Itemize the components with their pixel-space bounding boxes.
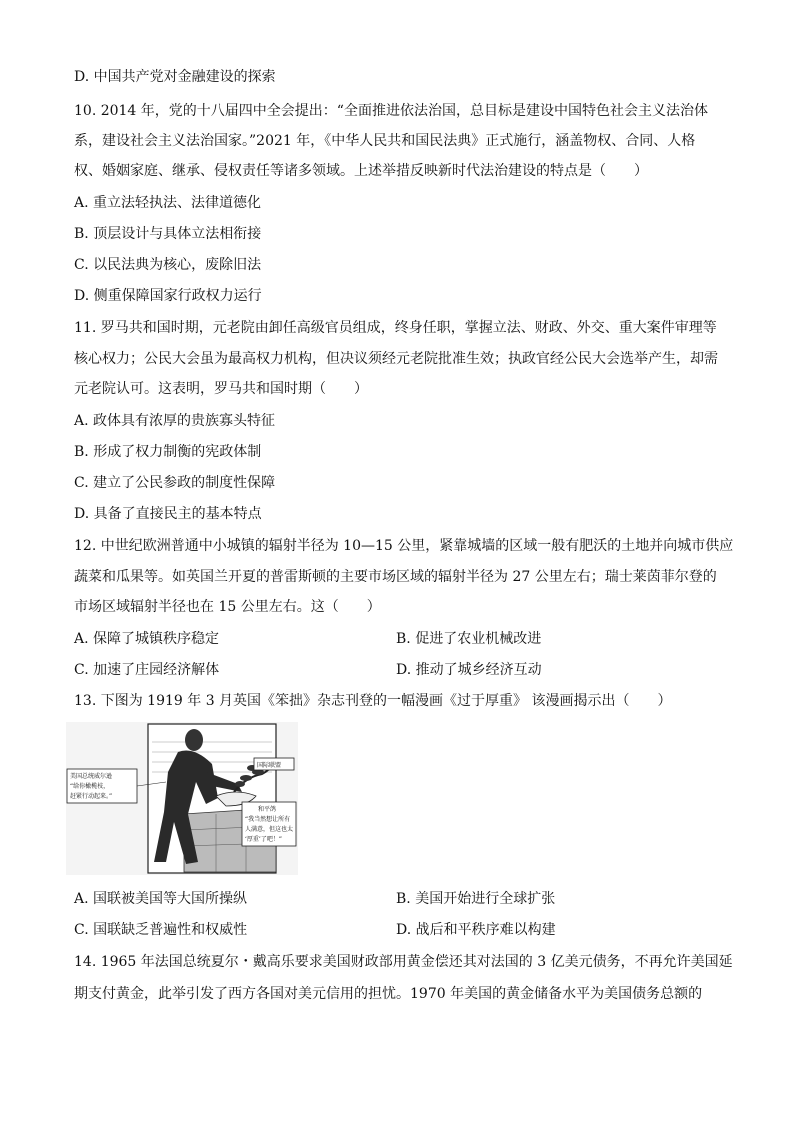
option-11b: B. 形成了权力制衡的宪政体制 bbox=[74, 444, 262, 460]
question-11-text: 11. 罗马共和国时期，元老院由卸任高级官员组成，终身任职，掌握立法、财政、外交、重大案件审理等 bbox=[74, 320, 717, 336]
cartoon-image bbox=[66, 722, 298, 875]
cartoon-caption-dove: ‘厚重’了吧！” bbox=[245, 836, 282, 843]
cartoon-caption-wilson: “给你橄榄枝， bbox=[70, 783, 110, 790]
option-10d: D. 侧重保障国家行政权力运行 bbox=[74, 288, 262, 304]
cartoon-caption-wilson: 美国总统威尔逊 bbox=[70, 773, 113, 780]
question-10-text: 权、婚姻家庭、继承、侵权责任等诸多领域。上述举措反映新时代法治建设的特点是（ ） bbox=[74, 163, 648, 179]
option-12d: D. 推动了城乡经济互动 bbox=[396, 662, 542, 678]
question-10-text: 10. 2014 年，党的十八届四中全会提出：“全面推进依法治国，总目标是建设中国特色社会主义法治体 bbox=[74, 103, 708, 119]
option-13a: A. 国联被美国等大国所操纵 bbox=[74, 891, 248, 907]
question-11-text: 元老院认可。这表明，罗马共和国时期（ ） bbox=[74, 381, 368, 397]
question-13-text: 13. 下图为 1919 年 3 月英国《笨拙》杂志刊登的一幅漫画《过于厚重》 该漫画揭示出（ ） bbox=[74, 693, 672, 709]
option-12a: A. 保障了城镇秩序稳定 bbox=[74, 631, 220, 647]
question-14-text: 14. 1965 年法国总统夏尔・戴高乐要求美国财政部用黄金偿还其对法国的 3 亿美元债务，不再允许美国延 bbox=[74, 954, 733, 970]
option-10c: C. 以民法典为核心，废除旧法 bbox=[74, 257, 262, 273]
cartoon-caption-league: 国际联盟 bbox=[257, 762, 282, 769]
option-11d: D. 具备了直接民主的基本特点 bbox=[74, 506, 262, 522]
cartoon-caption-dove: 和平鸽 bbox=[258, 806, 277, 813]
cartoon-caption-dove: 人满意，但这也太 bbox=[245, 826, 294, 833]
question-12-text: 12. 中世纪欧洲普通中小城镇的辐射半径为 10—15 公里，紧靠城墙的区域一般有肥沃的土地并向城市供应 bbox=[74, 538, 734, 554]
option-11a: A. 政体具有浓厚的贵族寡头特征 bbox=[74, 413, 276, 429]
option-10b: B. 顶层设计与具体立法相衔接 bbox=[74, 226, 262, 242]
option-9d: D. 中国共产党对金融建设的探索 bbox=[74, 69, 276, 85]
cartoon-caption-dove: “我当然想让所有 bbox=[245, 816, 291, 823]
question-14-text: 期支付黄金，此举引发了西方各国对美元信用的担忧。1970 年美国的黄金储备水平为美国债务总额的 bbox=[74, 986, 703, 1002]
option-13b: B. 美国开始进行全球扩张 bbox=[396, 891, 556, 907]
option-13d: D. 战后和平秩序难以构建 bbox=[396, 922, 556, 938]
option-10a: A. 重立法轻执法、法律道德化 bbox=[74, 195, 262, 211]
question-11-text: 核心权力；公民大会虽为最高权力机构，但决议须经元老院批准生效；执政官经公民大会选举产生，却需 bbox=[74, 351, 718, 367]
option-13c: C. 国联缺乏普遍性和权威性 bbox=[74, 922, 248, 938]
option-12b: B. 促进了农业机械改进 bbox=[396, 631, 542, 647]
question-12-text: 蔬菜和瓜果等。如英国兰开夏的普雷斯顿的主要市场区域的辐射半径为 27 公里左右；瑞士莱茵菲尔登的 bbox=[74, 569, 717, 585]
cartoon-caption-wilson: 赶紧行动起来。” bbox=[70, 793, 113, 800]
option-11c: C. 建立了公民参政的制度性保障 bbox=[74, 475, 276, 491]
option-12c: C. 加速了庄园经济解体 bbox=[74, 662, 220, 678]
question-12-text: 市场区域辐射半径也在 15 公里左右。这（ ） bbox=[74, 599, 381, 615]
question-10-text: 系，建设社会主义法治国家。”2021 年，《中华人民共和国民法典》正式施行，涵盖物权、合同、人格 bbox=[74, 133, 696, 149]
